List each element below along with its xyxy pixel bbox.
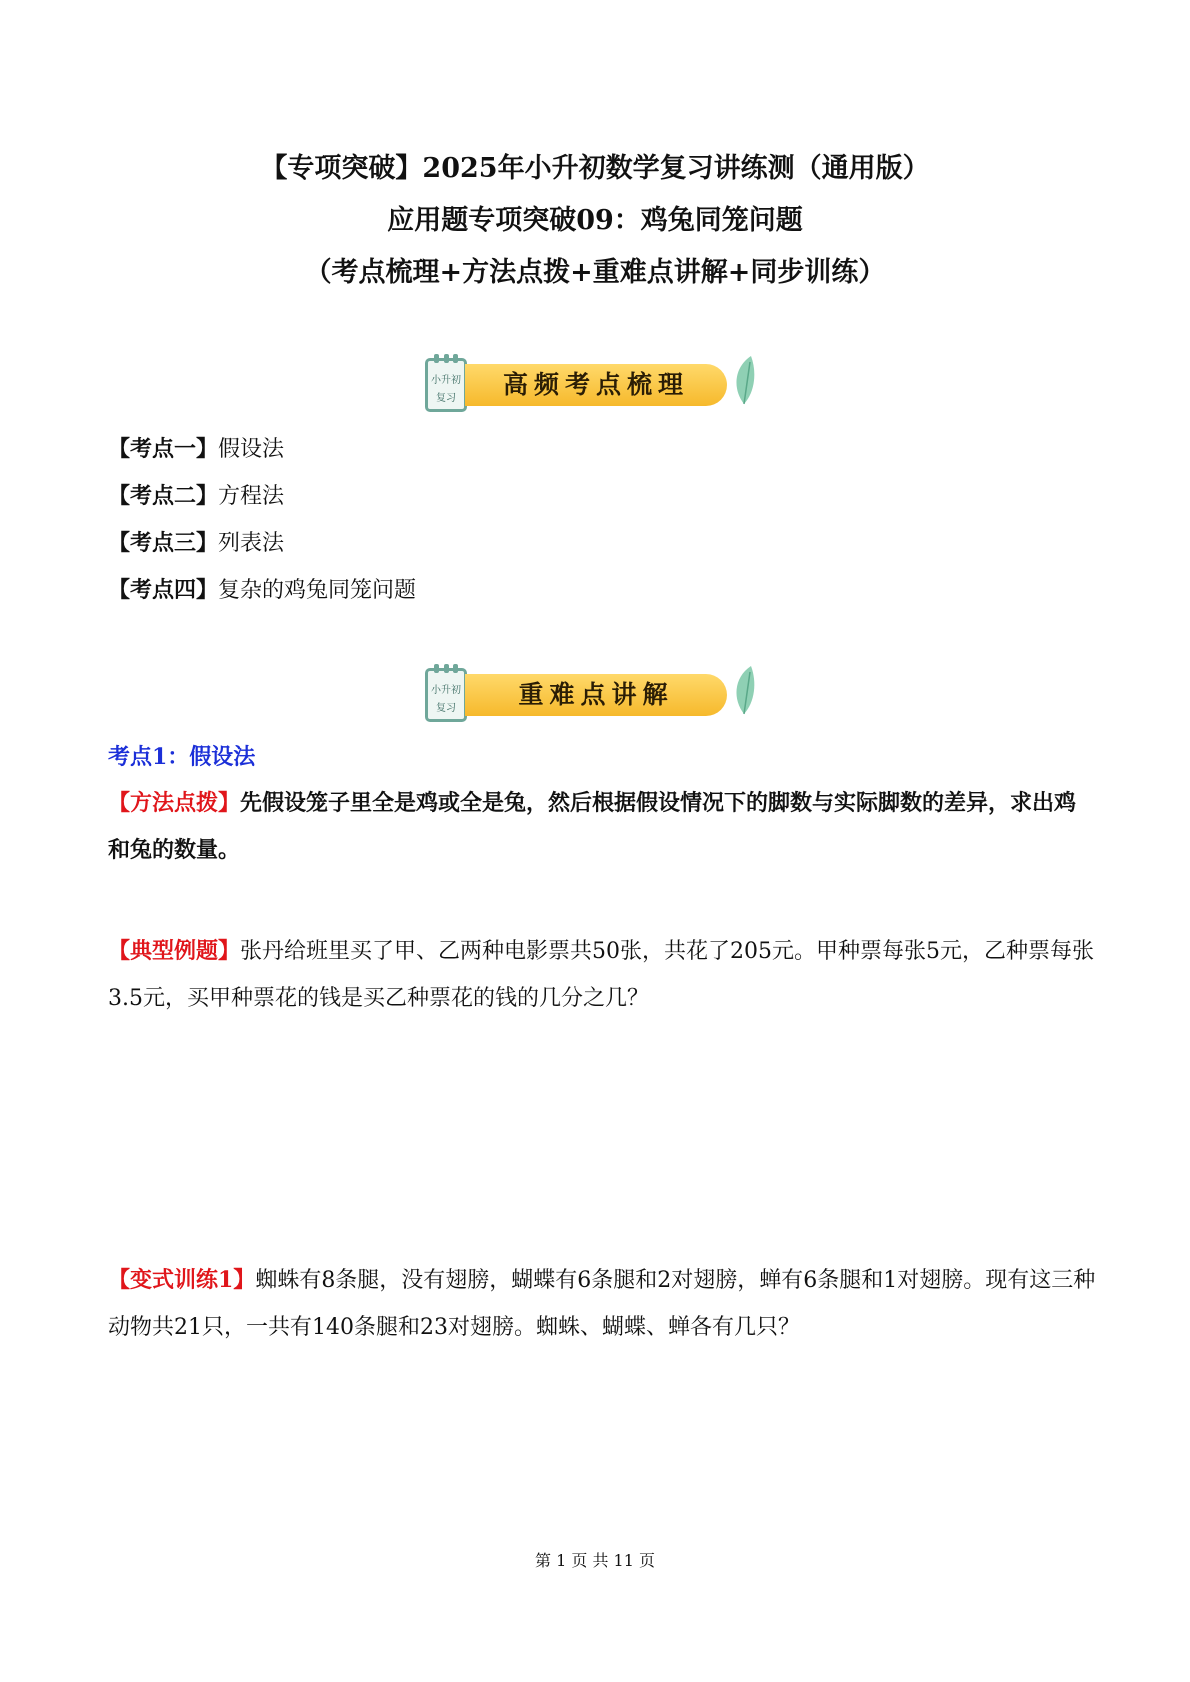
- method-text: 先假设笼子里全是鸡或全是兔，然后根据假设情况下的脚数与实际脚数的差异，求出鸡和兔的数量。: [108, 790, 1077, 863]
- leaf-icon: [731, 664, 757, 716]
- key-point-label: 【考点一】: [108, 436, 219, 462]
- key-point-label: 【考点四】: [108, 577, 219, 603]
- example-problem: [108, 928, 1098, 1022]
- section-banner-difficult-points: [425, 664, 765, 726]
- document-title: 【专项突破】2025年小升初数学复习讲练测（通用版）: [260, 153, 930, 184]
- variant-exercise: [108, 1257, 1098, 1351]
- banner-title: 高频考点梳理: [502, 370, 689, 399]
- example-text: 张丹给班里买了甲、乙两种电影票共50张，共花了205元。甲种票每张5元，乙种票每张3.5元，买甲种票花的钱是买乙种票花的钱的几分之几？: [108, 939, 1095, 1011]
- method-label: 【方法点拨】: [108, 790, 241, 816]
- notebook-icon: [425, 358, 467, 412]
- section-banner-key-points: [425, 354, 765, 416]
- section-heading: 考点1：假设法: [108, 744, 256, 770]
- example-label: 【典型例题】: [108, 938, 241, 964]
- document-subtitle-contents: （考点梳理+方法点拨+重难点讲解+同步训练）: [304, 257, 886, 288]
- key-point-label: 【考点三】: [108, 530, 219, 556]
- key-point-1: [108, 432, 284, 463]
- banner-tag-bottom: 复习: [436, 393, 456, 404]
- banner-bar: [465, 364, 727, 406]
- page-footer: 第 1 页 共 11 页: [535, 1551, 655, 1570]
- document-subtitle: 应用题专项突破09：鸡兔同笼问题: [387, 205, 803, 236]
- key-point-text: 列表法: [218, 531, 285, 556]
- key-point-label: 【考点二】: [108, 483, 219, 509]
- banner-title: 重难点讲解: [518, 680, 674, 709]
- key-point-text: 假设法: [218, 437, 285, 462]
- key-point-4: [108, 573, 416, 604]
- banner-tag-top: 小升初: [431, 375, 461, 386]
- key-point-3: [108, 526, 284, 557]
- key-point-text: 复杂的鸡兔同笼问题: [218, 578, 417, 603]
- banner-bar: [465, 674, 727, 716]
- banner-tag-bottom: 复习: [436, 703, 456, 714]
- method-tip: [108, 780, 1098, 874]
- notebook-icon: [425, 668, 467, 722]
- variant-text: 蜘蛛有8条腿，没有翅膀，蝴蝶有6条腿和2对翅膀，蝉有6条腿和1对翅膀。现有这三种动物共21只，一共有140条腿和23对翅膀。蜘蛛、蝴蝶、蝉各有几只？: [108, 1268, 1096, 1340]
- variant-label: 【变式训练1】: [108, 1267, 256, 1293]
- key-point-text: 方程法: [218, 484, 285, 509]
- banner-tag-top: 小升初: [431, 685, 461, 696]
- key-point-2: [108, 479, 284, 510]
- leaf-icon: [731, 354, 757, 406]
